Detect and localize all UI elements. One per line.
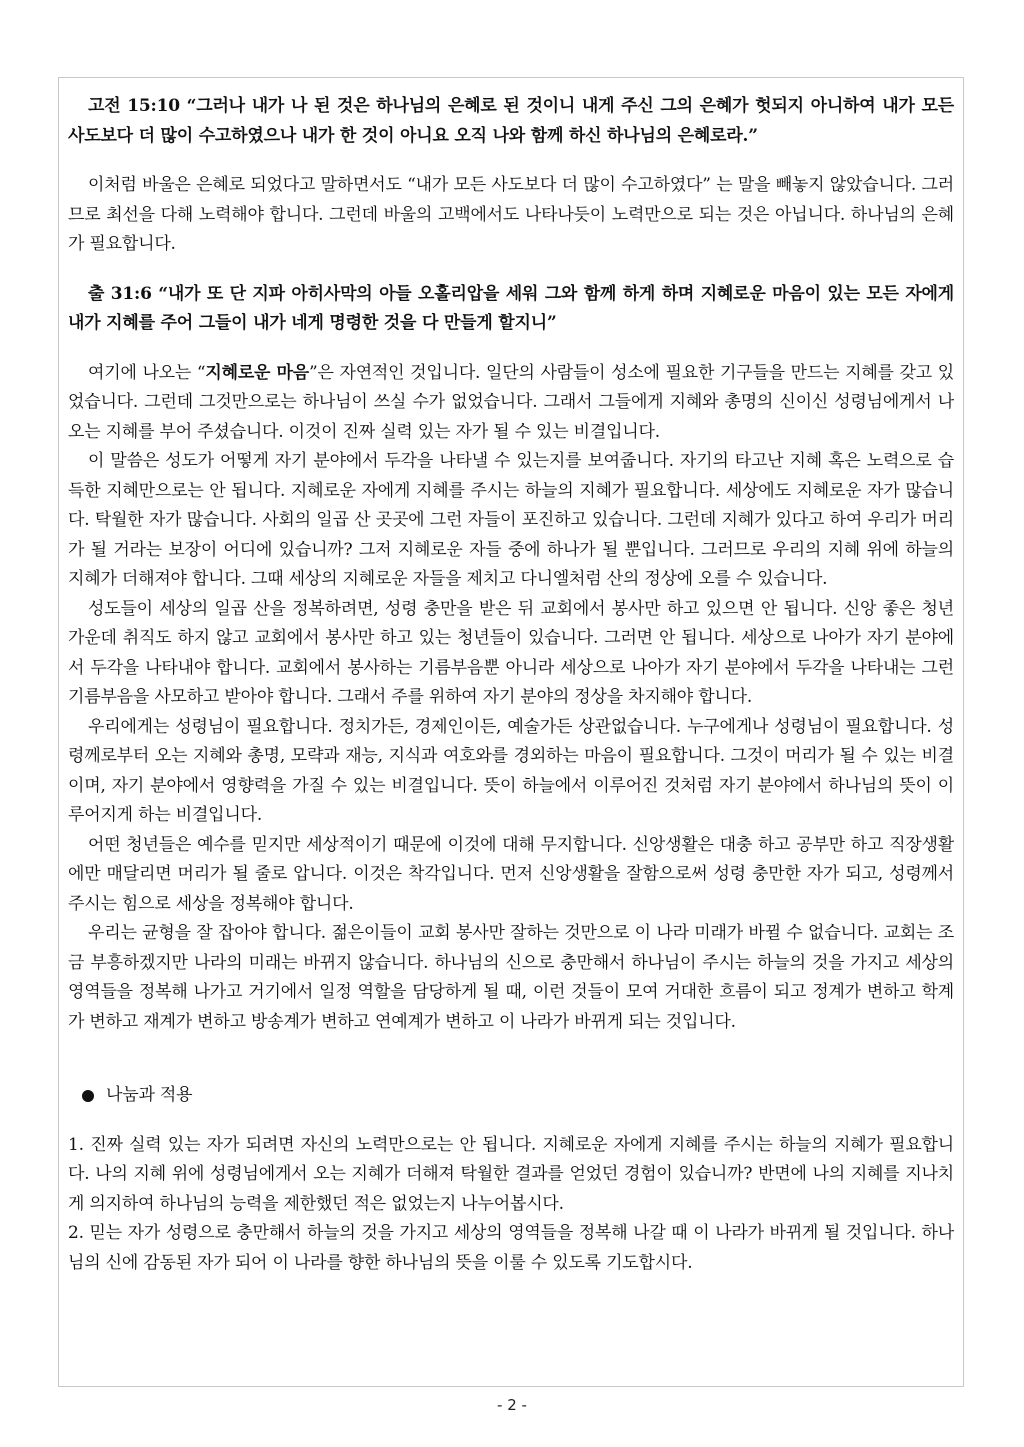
verse-2 — [68, 280, 954, 339]
bullet-icon — [82, 1090, 94, 1102]
section-heading-label: 나눔과 적용 — [106, 1085, 193, 1105]
paragraph-6: 어떤 청년들은 예수를 믿지만 세상적이기 때문에 이것에 대해 무지합니다. 신앙생활은 대충 하고 공부만 하고 직장생활에만 매달리면 머리가 될 줄로 압니다. 이것은 착각입니다. 먼저 신앙생활을 잘함으로써 성령 충만한 자가 되고, 성령께서 주시는 힘으로 세상을 정복해야 합니다. — [68, 834, 954, 914]
paragraph-2-bold: 지혜로운 마음 — [205, 362, 309, 383]
paragraph-1: 이처럼 바울은 은혜로 되었다고 말하면서도 “내가 모든 사도보다 더 많이 수고하였다” 는 말을 빼놓지 않았습니다. 그러므로 최선을 다해 노력해야 합니다. 그런데 바울의 고백에서도 나타나듯이 노력만으로 되는 것은 아닙니다. 하나님의 은혜가 필요합니다. — [68, 175, 954, 254]
verse-1-text: “그러나 내가 나 된 것은 하나님의 은혜로 된 것이니 내게 주신 그의 은혜가 헛되지 아니하여 내가 모든 사도보다 더 많이 수고하였으나 내가 한 것이 아니요 오직 나와 함께 하신 하나님의 은혜로라.” — [68, 96, 954, 146]
document-body — [68, 92, 954, 1278]
paragraph-3: 이 말씀은 성도가 어떻게 자기 분야에서 두각을 나타낼 수 있는지를 보여줍니다. 자기의 타고난 지혜 혹은 노력으로 습득한 지혜만으로는 안 됩니다. 지혜로운 자에게 지혜를 주시는 하늘의 지혜가 필요합니다. 세상에도 지혜로운 자가 많습니다. 탁월한 자가 많습니다. 사회의 일곱 산 곳곳에 그런 자들이 포진하고 있습니다. 그런데 지혜가 있다고 하여 우리가 머리가 될 거라는 보장이 어디에 있습니까? 그저 지혜로운 자들 중에 하나가 될 뿐입니다. 그러므로 우리의 지혜 위에 하늘의 지혜가 더해져야 합니다. 그때 세상의 지혜로운 자들을 제치고 다니엘처럼 산의 정상에 오를 수 있습니다. — [68, 451, 954, 589]
paragraph-2-pre: 여기에 나오는 “ — [88, 362, 206, 383]
paragraph-4: 성도들이 세상의 일곱 산을 정복하려면, 성령 충만을 받은 뒤 교회에서 봉사만 하고 있으면 안 됩니다. 신앙 좋은 청년 가운데 취직도 하지 않고 교회에서 봉사만 하고 있는 청년들이 있습니다. 그러면 안 됩니다. 세상으로 나아가 자기 분야에서 두각을 나타내야 합니다. 교회에서 봉사하는 기름부음뿐 아니라 세상으로 나아가 자기 분야에서 두각을 나타내는 그런 기름부음을 사모하고 받아야 합니다. 그래서 주를 위하여 자기 분야의 정상을 차지해야 합니다. — [68, 598, 954, 707]
verse-2-reference: 출 31:6 — [88, 283, 152, 304]
verse-2-text: “내가 또 단 지파 아히사막의 아들 오홀리압을 세워 그와 함께 하게 하며 지혜로운 마음이 있는 모든 자에게 내가 지혜를 주어 그들이 내가 네게 명령한 것을 다 만들게 할지니” — [68, 283, 954, 333]
paragraph-7: 우리는 균형을 잘 잡아야 합니다. 젊은이들이 교회 봉사만 잘하는 것만으로 이 나라 미래가 바뀔 수 없습니다. 교회는 조금 부흥하겠지만 나라의 미래는 바뀌지 않습니다. 하나님의 신으로 충만해서 하나님이 주시는 하늘의 것을 가지고 세상의 영역들을 정복해 나가고 거기에서 일정 역할을 담당하게 될 때, 이런 것들이 모여 거대한 흐름이 되고 정계가 변하고 학계가 변하고 재계가 변하고 방송계가 변하고 연예계가 변하고 이 나라가 바뀌게 되는 것입니다. — [68, 923, 954, 1032]
verse-1-reference: 고전 15:10 — [88, 96, 180, 116]
section-heading — [68, 1081, 954, 1111]
paragraph-2 — [68, 359, 954, 448]
application-item-1: 1. 진짜 실력 있는 자가 되려면 자신의 노력만으로는 안 됩니다. 지혜로운 자에게 지혜를 주시는 하늘의 지혜가 필요합니다. 나의 지혜 위에 성령님에게서 오는 지혜가 더해져 탁월한 결과를 얻었던 경험이 있습니까? 반면에 나의 지혜를 지나치게 의지하여 하나님의 능력을 제한했던 적은 없었는지 나누어봅시다. — [68, 1134, 954, 1214]
paragraph-2-post: ”은 자연적인 것입니다. 일단의 사람들이 성소에 필요한 기구들을 만드는 지혜를 갖고 있었습니다. 그런데 그것만으로는 하나님이 쓰실 수가 없었습니다. 그래서 그들에게 지혜와 총명의 신이신 성령님에게서 나오는 지혜를 부어 주셨습니다. 이것이 진짜 실력 있는 자가 될 수 있는 비결입니다. — [68, 362, 954, 442]
paragraph-5: 우리에게는 성령님이 필요합니다. 정치가든, 경제인이든, 예술가든 상관없습니다. 누구에게나 성령님이 필요합니다. 성령께로부터 오는 지혜와 총명, 모략과 재능, 지식과 여호와를 경외하는 마음이 필요합니다. 그것이 머리가 될 수 있는 비결이며, 자기 분야에서 영향력을 가질 수 있는 비결입니다. 뜻이 하늘에서 이루어진 것처럼 자기 분야에서 하나님의 뜻이 이루어지게 하는 비결입니다. — [68, 716, 954, 825]
application-item-2: 2. 믿는 자가 성령으로 충만해서 하늘의 것을 가지고 세상의 영역들을 정복해 나갈 때 이 나라가 바뀌게 될 것입니다. 하나님의 신에 감동된 자가 되어 이 나라를 향한 하나님의 뜻을 이룰 수 있도록 기도합시다. — [68, 1223, 954, 1273]
verse-1 — [68, 92, 954, 151]
page-number: - 2 - — [497, 1396, 527, 1414]
